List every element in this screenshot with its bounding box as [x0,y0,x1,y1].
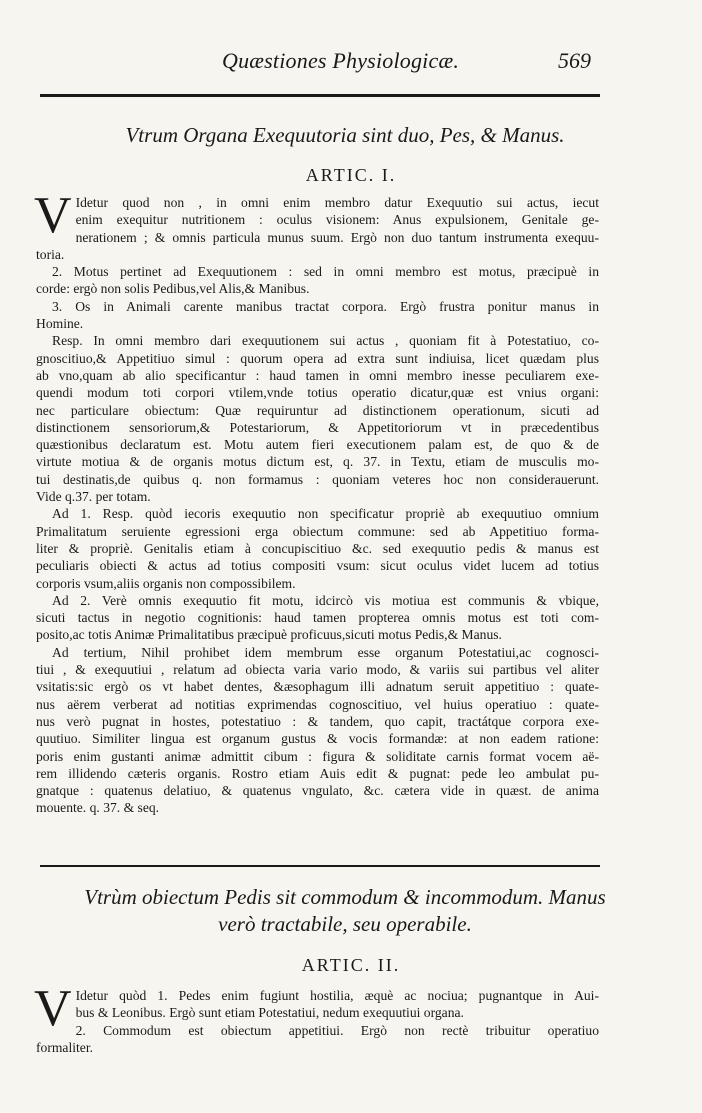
text-line: nus aërem verberat ad notitias exprimendas cognoscitiuo, vel huius operatiuo : quate- [36,696,599,712]
text-line: toria. [36,246,65,262]
text-line: Resp. In omni membro dari exequutionem sui actus , quoniam fit à Potestatiuo, co- [52,333,599,349]
text-line: quutiuo. Similiter lingua est organum gustus & vocis formandæ: at non eadem ratione: [36,731,599,747]
article-1-label: ARTIC. I. [305,165,397,185]
text-line: tiui , & exequutiui , relatum ad obiecta varia vario modo, & variis sui partibus vel aliter [36,662,599,678]
text-line: virtute motiua & de organis motus dictum est, q. 37. in Textu, etiam de musculis mo- [36,454,599,470]
text-line: tui destinatis,de quibus q. non formamus : quoniam veteres hoc non considerauerunt. [36,471,599,487]
text-line: poris enim gustanti animæ admittit cibum : figura & soliditate carnis format vocem aë- [36,748,599,764]
article-2-title-line-1: Vtrùm obiectum Pedis sit commodum & incommodum. Manus [84,885,606,909]
text-line: gnoscitiuo,& Appetitiuo simul : quorum opera ad extra sunt indiuisa, licet quædam plus [36,350,599,366]
article-2-body [34,980,599,1056]
article-1-body [34,187,599,817]
text-line: peculiaris obiecti & actus ad totius compositi vsum: sicut oculus videt lucem ad totius [36,558,599,574]
dropcap: V [34,187,72,244]
header-rule [40,94,600,97]
text-line: sicuti tactus in negotio cognitionis: haud tamen propterea omnis motus est toti com- [36,610,599,626]
text-line: Ad 1. Resp. quòd iecoris exequutio non specificatur propriè ab exequutiuo omnium [52,506,599,522]
article-2-title-line-2: verò tractabile, seu operabile. [218,912,472,936]
text-line: mouente. q. 37. & seq. [36,800,160,816]
text-line: Idetur quòd 1. Pedes enim fugiunt hostilia, æquè ac nociua; pugnantque in Aui- [75,988,599,1003]
text-line: 3. Os in Animali carente manibus tractat corpora. Ergò frustra ponitur manus in [52,298,599,314]
running-head: Quæstiones Physiologicæ. [222,48,460,73]
text-line: quendi modum toti corpori vtilem,vnde totius operatio dicatur,quæ est vnius organi: [36,385,599,401]
text-line: enim exequitur nutritionem : oculus visionem: Anus expulsionem, Genitale ge- [75,212,599,228]
text-line: corporis vsum,aliis organis non compossibilem. [36,575,296,591]
text-line: posito,ac totis Animæ Primalitatibus præcipuè proficuus,sicuti motus Pedis,& Manus. [36,627,502,643]
text-line: vsitatis:sic ergò os vt habet dentes, &æsophagum illi adnatum seruit appetitiuo : quate- [36,679,599,695]
article-1-title: Vtrum Organa Exequutoria sint duo, Pes, & Manus. [125,123,565,147]
text-line: corde: ergò non solis Pedibus,vel Alis,& Manibus. [36,281,310,297]
text-line: formaliter. [36,1039,93,1055]
dropcap: V [34,980,72,1037]
section-divider [40,865,600,867]
text-line: gnatque : quatenus delatiuo, & quatenus vngulato, &c. cætera vide in quæst. de anima [36,783,599,799]
text-line: bus & Leonibus. Ergò sunt etiam Potestatiui, nedum exequutiui organa. [75,1005,464,1021]
text-line: Vide q.37. per totam. [36,489,151,505]
text-line: nerationem ; & omnis particula munus suum. Ergò non duo tantum instrumenta exequu- [75,229,599,245]
text-line: Ad tertium, Nihil prohibet idem membrum esse organum Potestatiui,ac cognosci- [52,644,599,660]
text-line: Primalitatum seruiente egressioni erga obiectum commune: sed ab Appetitiuo forma- [36,523,599,539]
text-line: liter & propriè. Genitalis etiam à concupiscitiuo &c. sed exequutio pedis & manus est [36,540,599,556]
text-line: nec particulare obiectum: Quæ requiruntur ad distinctionem operationum, sicuti ad [36,402,599,418]
page-number: 569 [558,48,591,73]
article-2-label: ARTIC. II. [301,955,401,975]
text-line: 2. Motus pertinet ad Exequutionem : sed in omni membro est motus, præcipuè in [52,264,599,280]
text-line: nus verò pugnat in hostes, potestatiuo : & tandem, quo capit, tractátque corpora exe- [36,713,599,729]
text-line: Idetur quod non , in omni enim membro datur Exequutio sui actus, iecut [75,195,599,210]
text-line: Ad 2. Verè omnis exequutio fit motu, idcircò vis motiua est communis & vbique, [52,592,599,608]
text-line: rem illidendo cæteris organis. Rostro etiam Auis edit & pugnat: pede leo ambulat pu- [36,765,599,781]
text-line: quæstionibus declaratum est. Motu autem fieri executionem palam est, de quo & de [36,437,599,453]
text-line: Homine. [36,316,84,332]
text-line: 2. Commodum est obiectum appetitiui. Ergò non rectè tribuitur operatiuo [75,1022,599,1038]
text-line: ab vno,quam ab alio specificantur : haud tamen in omni membro inesse peculiarem exe- [36,367,599,383]
text-line: distinctionem sensoriorum,& Potestariorum, & Appetitoriorum vt in præcedentibus [36,419,599,435]
